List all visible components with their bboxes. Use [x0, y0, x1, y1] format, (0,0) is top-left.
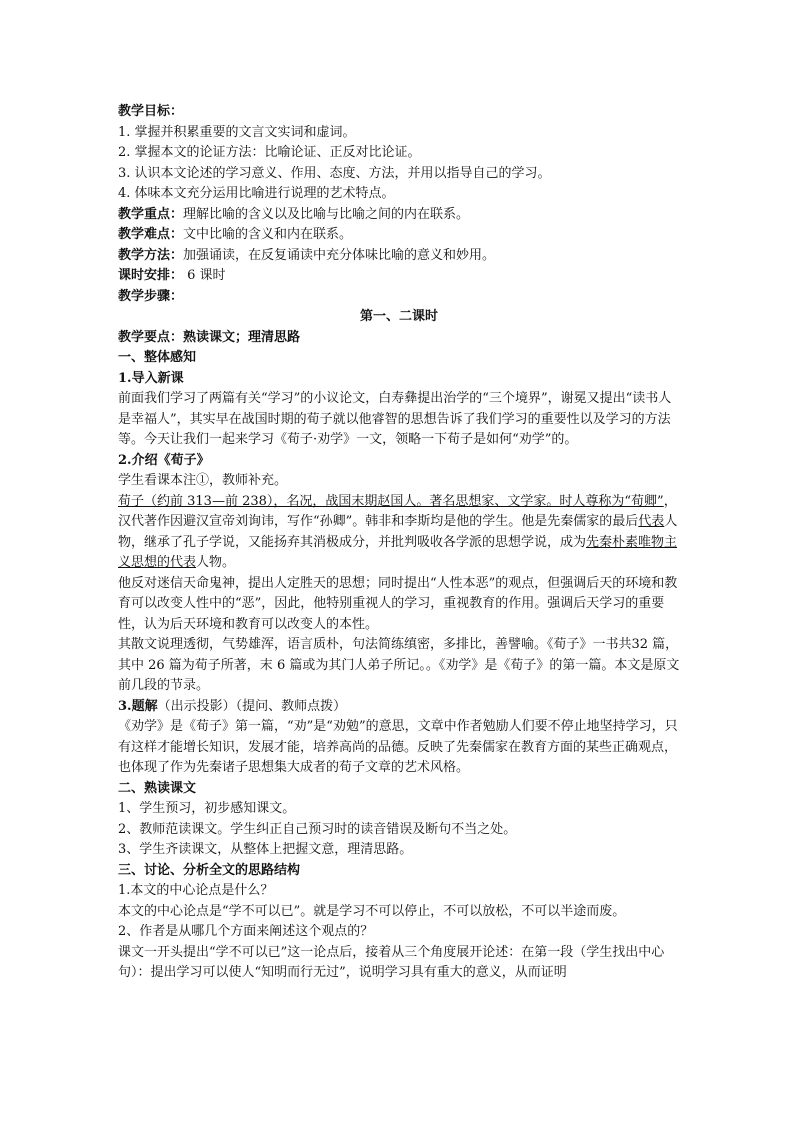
xunzi-biography: [118, 492, 680, 574]
bio-plain-3: 人物。: [196, 555, 236, 570]
key-points-label: 教学重点：: [118, 206, 184, 222]
objective-item-4: 4. 体味本文充分运用比喻进行说理的艺术特点。: [118, 186, 395, 201]
section2-item-3: 3、学生齐读课文，从整体上把握文意，理清思路。: [118, 842, 413, 857]
section3-answer-1: 本文的中心论点是“学不可以已”。就是学习不可以停止，不可以放松，不可以半途而废。: [118, 903, 626, 919]
schedule-text: 6 课时: [183, 268, 226, 283]
key-points-row: [118, 205, 680, 226]
bio-plain-2: 人物，继承了孔子学说，又能扬弃其消极成分，并批判吸收各学派的思想学说，成为: [118, 514, 678, 550]
bio-underlined-1: 荀子（约前 313—前 238），名况，战国末期赵国人。著名思想家、文学家。时人尊称为“荀卿”: [118, 493, 664, 509]
bio-underlined-2: 代表: [638, 514, 665, 529]
methods-label: 教学方法：: [118, 247, 184, 263]
lesson-focus: 教学要点：熟读课文；理清思路: [118, 329, 301, 345]
section3-heading: 三、讨论、分析全文的思路结构: [118, 862, 301, 878]
difficulties-text: 文中比喻的含义和内在联系。: [183, 227, 353, 242]
key-points-text: 理解比喻的含义以及比喻与比喻之间的内在联系。: [183, 206, 470, 222]
section1-sub2-heading: 2.介绍《荀子》: [118, 452, 210, 468]
schedule-label: 课时安排：: [118, 268, 184, 283]
xunzi-thought-paragraph: 他反对迷信天命鬼神，提出人定胜天的思想；同时提出“人性本恶”的观点，但强调后天的环境和教育可以改变人性中的“恶”，因此，他特别重视人的学习，重视教育的作用。强调后天学习的重要性，认为后天环境和教育可以改变人的本性。: [118, 575, 678, 632]
section3-answer-2: 课文一开头提出“学不可以已”这一论点后，接着从三个角度展开论述：在第一段（学生找出中心句）：提出学习可以使人“知明而行无过”，说明学习具有重大的意义，从而证明: [118, 944, 665, 980]
objectives-heading: 教学目标：: [118, 104, 184, 119]
section3-question-1: 1.本文的中心论点是什么？: [118, 883, 274, 898]
objective-item-1: 1. 掌握并积累重要的文言文实词和虚词。: [118, 124, 356, 140]
section2-heading: 二、熟读课文: [118, 780, 197, 796]
section2-item-1: 1、学生预习，初步感知课文。: [118, 801, 296, 816]
difficulties-row: [118, 225, 680, 246]
section2-item-2: 2、教师范读课文。学生纠正自己预习时的读音错误及断句不当之处。: [118, 821, 517, 837]
section1-sub3-heading: 3.题解: [118, 698, 158, 714]
section1-sub1-text: 前面我们学习了两篇有关“学习”的小议论文，白寿彝提出治学的“三个境界”，谢冕又提出“读书人是幸福人”，其实早在战国时期的荀子就以他睿智的思想告诉了我们学习的重要性以及学习的方法等。今天让我们一起来学习《荀子·劝学》一文，领略一下荀子是如何“劝学”的。: [118, 391, 672, 447]
methods-row: [118, 246, 680, 267]
section1-sub3-heading-row: [118, 697, 680, 718]
bio-underlined-3: 先秦朴素唯物主义思想的代表: [118, 534, 678, 570]
section1-sub1-heading: 1.导入新课: [118, 370, 184, 386]
difficulties-label: 教学难点：: [118, 227, 184, 242]
section1-heading: 一、整体感知: [118, 350, 197, 365]
section3-question-2: 2、作者是从哪几个方面来阐述这个观点的？: [118, 924, 374, 939]
methods-text: 加强诵读，在反复诵读中充分体味比喻的意义和妙用。: [183, 247, 496, 263]
schedule-row: [118, 266, 680, 287]
objective-item-2: 2. 掌握本文的论证方法：比喻论证、正反对比论证。: [118, 145, 421, 160]
section1-sub3-text: 《劝学》是《荀子》第一篇，“劝”是“劝勉”的意思，文章中作者勉励人们要不停止地坚持学习，只有这样才能增长知识，发展才能，培养高尚的品德。反映了先秦儒家在教育方面的某些正确观点，也体现了作为先秦诸子思想集大成者的荀子文章的艺术风格。: [118, 719, 678, 775]
section1-sub2-intro: 学生看课本注①，教师补充。: [118, 473, 288, 488]
bio-plain-1: ，汉代著作因避汉宣帝刘询讳，写作“孙卿”。韩非和李斯均是他的学生。他是先秦儒家的最后: [118, 493, 677, 529]
objective-item-3: 3. 认识本文论述的学习意义、作用、态度、方法，并用以指导自己的学习。: [118, 165, 551, 181]
section1-sub3-heading-extra: （出示投影）（提问、教师点拨）: [157, 698, 347, 714]
steps-heading: 教学步骤：: [118, 288, 184, 304]
document-page: [118, 102, 680, 984]
lesson-title: 第一、二课时: [359, 309, 438, 324]
xunzi-prose-paragraph: 其散文说理透彻，气势雄浑，语言质朴，句法简练缜密，多排比，善譬喻。《荀子》一书共32 篇，其中 26 篇为荀子所著，末 6 篇或为其门人弟子所记。。《劝学》是《荀子》的第一篇。本文是原文前几段的节录。: [118, 637, 680, 693]
